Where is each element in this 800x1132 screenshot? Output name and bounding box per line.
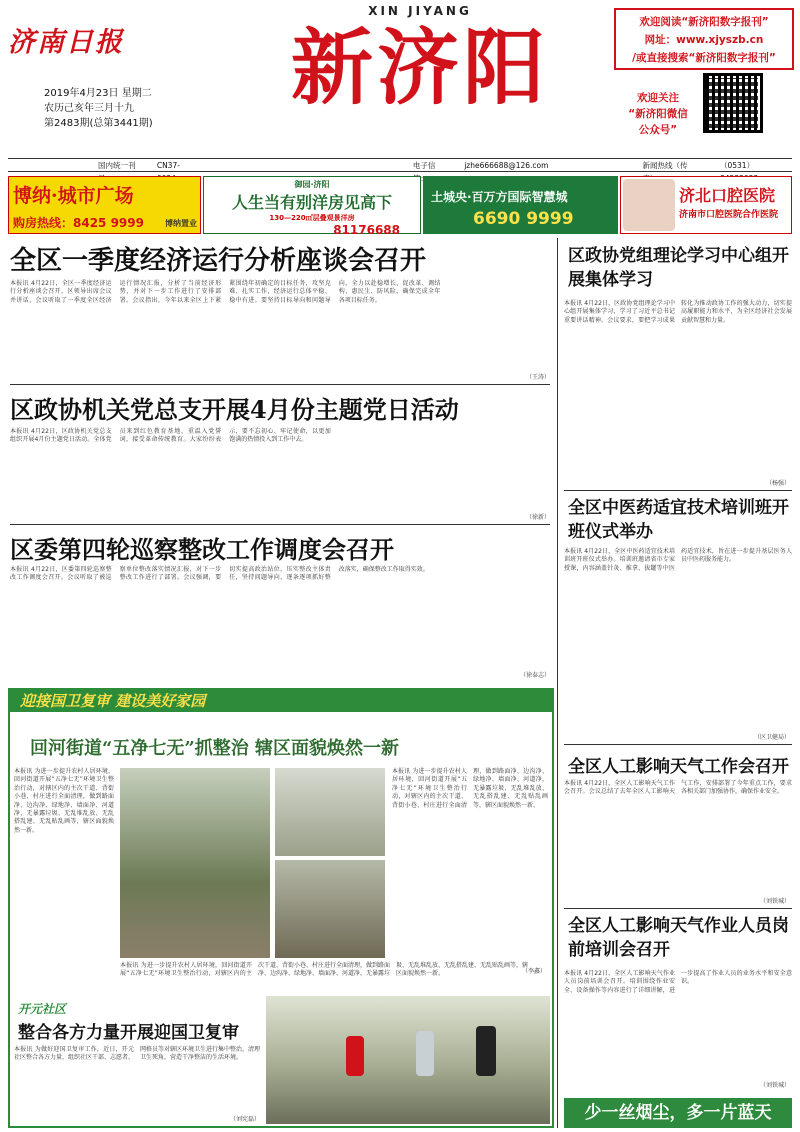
ad4-photo bbox=[623, 179, 675, 231]
ad2-slogan: 人生当有别洋房见高下 bbox=[231, 193, 392, 212]
story-2-body: 本报讯 为做好迎国卫复审工作，近日，开元社区整合各方力量，组织社区干部、志愿者、网格员等对辖区环境卫生进行集中整治，清理卫生死角，营造干净整洁的生活环境。 bbox=[14, 1046, 261, 1062]
story-2-headline[interactable]: 整合各方力量开展迎国卫复审 bbox=[18, 1023, 239, 1043]
ad1-brand: 博纳置业 bbox=[165, 219, 197, 228]
article-5-author: （区卫健局） bbox=[753, 734, 790, 741]
ad1-phone: 购房热线：8425 9999 bbox=[13, 216, 144, 230]
story-1-body-bottom: 本报讯 为进一步提升农村人居环境，回河街道开展“五净七无”环境卫生整治行动，对辖区内的主次干道、背街小巷、村庄进行全面清理，做到路面净、边沟净、绿地净、墙面净、河道净，无暴露垃圾、无乱堆乱放、无乱搭乱建、无乱贴乱画等，辖区面貌焕然一新。 bbox=[120, 962, 529, 978]
story-1-body-left: 本报讯 为进一步提升农村人居环境，回河街道开展“五净七无”环境卫生整治行动，对辖区内的主次干道、背街小巷、村庄进行全面清理，做到路面净、边沟净、绿地净、墙面净、河道净，无暴露垃圾、无乱堆乱放、无乱搭乱建、无乱贴乱画等，辖区面貌焕然一新。 bbox=[14, 768, 114, 834]
headline-2[interactable]: 区政协机关党总支开展4月份主题党日活动 bbox=[10, 395, 459, 424]
ad-jibei-dental-hospital[interactable] bbox=[620, 176, 792, 234]
ad-yuyuan-jiyang[interactable] bbox=[203, 176, 421, 237]
ad2-sub: 130—220㎡层叠观景洋房 bbox=[269, 214, 355, 222]
divider bbox=[10, 524, 550, 525]
article-4-author: （杨强） bbox=[765, 480, 790, 487]
ad2-top: 御园·济阳 bbox=[294, 180, 330, 189]
ad3-phone: 6690 9999 bbox=[473, 209, 574, 229]
ad3-top: 土城央·百万方国际智慧城 bbox=[431, 190, 568, 204]
masthead-title: 新济阳 bbox=[290, 20, 549, 116]
promo-line-2[interactable]: 网址：www.xjyszb.cn bbox=[644, 34, 764, 46]
story-2-photo-volunteers bbox=[266, 996, 550, 1124]
lunar-date: 农历己亥年三月十九 bbox=[44, 103, 134, 114]
wechat-follow bbox=[614, 90, 702, 138]
ad4-title: 济北口腔医院 bbox=[679, 186, 776, 205]
story-1-photo-excavator bbox=[120, 768, 270, 958]
divider bbox=[564, 908, 792, 909]
digital-edition-promo bbox=[614, 8, 794, 70]
article-5-body: 本报讯 4月22日，全区中医药适宜技术培训班开班仪式举办。培训班邀请省市专家授课，内容涵盖针灸、推拿、拔罐等中医药适宜技术，旨在进一步提升基层医务人员中医药服务能力。 bbox=[564, 548, 792, 572]
masthead-pinyin: XIN JIYANG bbox=[368, 4, 472, 18]
dateline bbox=[44, 86, 244, 131]
hotline-label: 新闻热线（传 bbox=[642, 161, 688, 170]
article-1-body: 本报讯 4月22日，全区一季度经济运行分析座谈会召开，区领导出席会议并讲话，会议听取了一季度全区经济运行情况汇报，分析了当前经济形势，并对下一步工作进行了安排部署。会议指出，今年以来全区上下紧紧围绕年初确定的目标任务，攻坚克难、扎实工作，经济运行总体平稳、稳中有进。要坚持目标导向和问题导向，全力以赴稳增长、促改革、调结构、惠民生、防风险，确保完成全年各项目标任务。 bbox=[10, 280, 441, 304]
article-2-author: （徐新） bbox=[525, 514, 550, 521]
divider bbox=[10, 384, 550, 385]
ad-tucheng-smart-city[interactable] bbox=[423, 176, 618, 234]
ad-bona-city-plaza[interactable] bbox=[8, 176, 201, 234]
volunteer-figure bbox=[476, 1026, 496, 1076]
promo-line-3: /或直接搜索“新济阳数字报刊” bbox=[632, 52, 776, 64]
promo-line-1: 欢迎阅读“新济阳数字报刊” bbox=[639, 16, 769, 28]
article-4-body: 本报讯 4月22日，区政协党组理论学习中心组开展集体学习，学习了习近平总书记重要讲话精神。会议要求，要把学习成果转化为推动政协工作的强大动力，切实提高履职能力和水平，为全区经济社会发展贡献智慧和力量。 bbox=[564, 300, 792, 324]
article-3-body: 本报讯 4月22日，区委第四轮巡察整改工作调度会召开。会议听取了被巡察单位整改落实情况汇报，对下一步整改工作进行了部署。会议强调，要切实提高政治站位，压实整改主体责任，坚持问题导向，逐条逐项抓好整改落实，确保整改工作取得实效。 bbox=[10, 566, 429, 582]
divider bbox=[564, 744, 792, 745]
story-2-author: （刘宪磊） bbox=[229, 1116, 260, 1123]
cn-label: 国内统一刊 bbox=[98, 161, 136, 170]
section-banner bbox=[10, 690, 552, 712]
article-2-body: 本报讯 4月22日，区政协机关党总支组织开展4月份主题党日活动。全体党员来到红色教育基地，重温入党誓词，接受革命传统教育。大家纷纷表示，要不忘初心、牢记使命，以更加饱满的热情投入到工作中去。 bbox=[10, 428, 331, 444]
issue-date: 2019年4月23日 星期二 bbox=[44, 88, 152, 99]
divider bbox=[564, 490, 792, 491]
headline-6[interactable]: 全区人工影响天气工作会召开 bbox=[568, 757, 789, 777]
hotline-number: （0531） bbox=[719, 161, 755, 170]
headline-1[interactable]: 全区一季度经济运行分析座谈会召开 bbox=[10, 246, 427, 276]
follow-line-3: 公众号” bbox=[638, 124, 678, 136]
volunteer-figure bbox=[346, 1036, 364, 1076]
cn-number: CN37- bbox=[156, 161, 180, 170]
headline-3[interactable]: 区委第四轮巡察整改工作调度会召开 bbox=[10, 535, 394, 564]
article-7-body: 本报讯 4月22日，全区人工影响天气作业人员岗前培训会召开。培训围绕作业安全、设备操作等内容进行了详细讲解，进一步提高了作业人员的业务水平和安全意识。 bbox=[564, 970, 792, 994]
article-6-body: 本报讯 4月22日，全区人工影响天气工作会召开。会议总结了去年全区人工影响天气工作，安排部署了今年重点工作，要求各相关部门加强协作，确保作业安全。 bbox=[564, 780, 792, 796]
publication-info-bar bbox=[8, 158, 792, 172]
ad4-sub: 济南市口腔医院合作医院 bbox=[679, 210, 779, 220]
issue-number: 第2483期(总第3441期) bbox=[44, 118, 153, 129]
ad2-phone: 81176688 bbox=[333, 223, 400, 237]
email-address[interactable]: jzhe666688@126.com bbox=[464, 161, 549, 170]
article-6-author: （刘铁城） bbox=[759, 898, 790, 905]
email-label: 电子信 bbox=[412, 161, 436, 170]
qr-code-pattern bbox=[708, 78, 758, 128]
headline-7[interactable]: 全区人工影响天气作业人员岗前培训会召开 bbox=[568, 916, 789, 960]
story-1-headline[interactable]: 回河街道“五净七无”抓整治 辖区面貌焕然一新 bbox=[30, 738, 399, 759]
newspaper-logo-jinan-ribao: 济南日报 bbox=[8, 27, 124, 58]
story-1-photo-street bbox=[275, 768, 385, 856]
story-2-kicker: 开元社区 bbox=[18, 1002, 67, 1016]
column-divider bbox=[557, 238, 558, 1128]
volunteer-figure bbox=[416, 1031, 434, 1076]
story-1-photo-village bbox=[275, 860, 385, 958]
headline-4[interactable]: 区政协党组理论学习中心组开展集体学习 bbox=[568, 246, 789, 290]
follow-line-2: “新济阳微信 bbox=[628, 108, 688, 120]
story-1-body-right: 本报讯 为进一步提升农村人居环境，回河街道开展“五净七无”环境卫生整治行动，对辖区内的主次干道、背街小巷、村庄进行全面清理，做到路面净、边沟净、绿地净、墙面净、河道净，无暴露垃圾、无乱堆乱放、无乱搭乱建、无乱贴乱画等，辖区面貌焕然一新。 bbox=[392, 768, 548, 809]
headline-5[interactable]: 全区中医药适宜技术培训班开班仪式举办 bbox=[568, 498, 789, 542]
slogan-banner: 少一丝烟尘，多一片蓝天 bbox=[564, 1098, 792, 1128]
section-banner-text: 迎接国卫复审 建设美好家园 bbox=[20, 692, 206, 710]
follow-line-1: 欢迎关注 bbox=[637, 92, 679, 104]
story-1-author: （李鑫） bbox=[521, 968, 546, 975]
article-3-author: （徐泰志） bbox=[519, 672, 550, 679]
ad1-title: 博纳·城市广场 bbox=[13, 185, 134, 207]
article-7-author: （刘铁城） bbox=[759, 1082, 790, 1089]
article-1-author: （王涛） bbox=[525, 374, 550, 381]
